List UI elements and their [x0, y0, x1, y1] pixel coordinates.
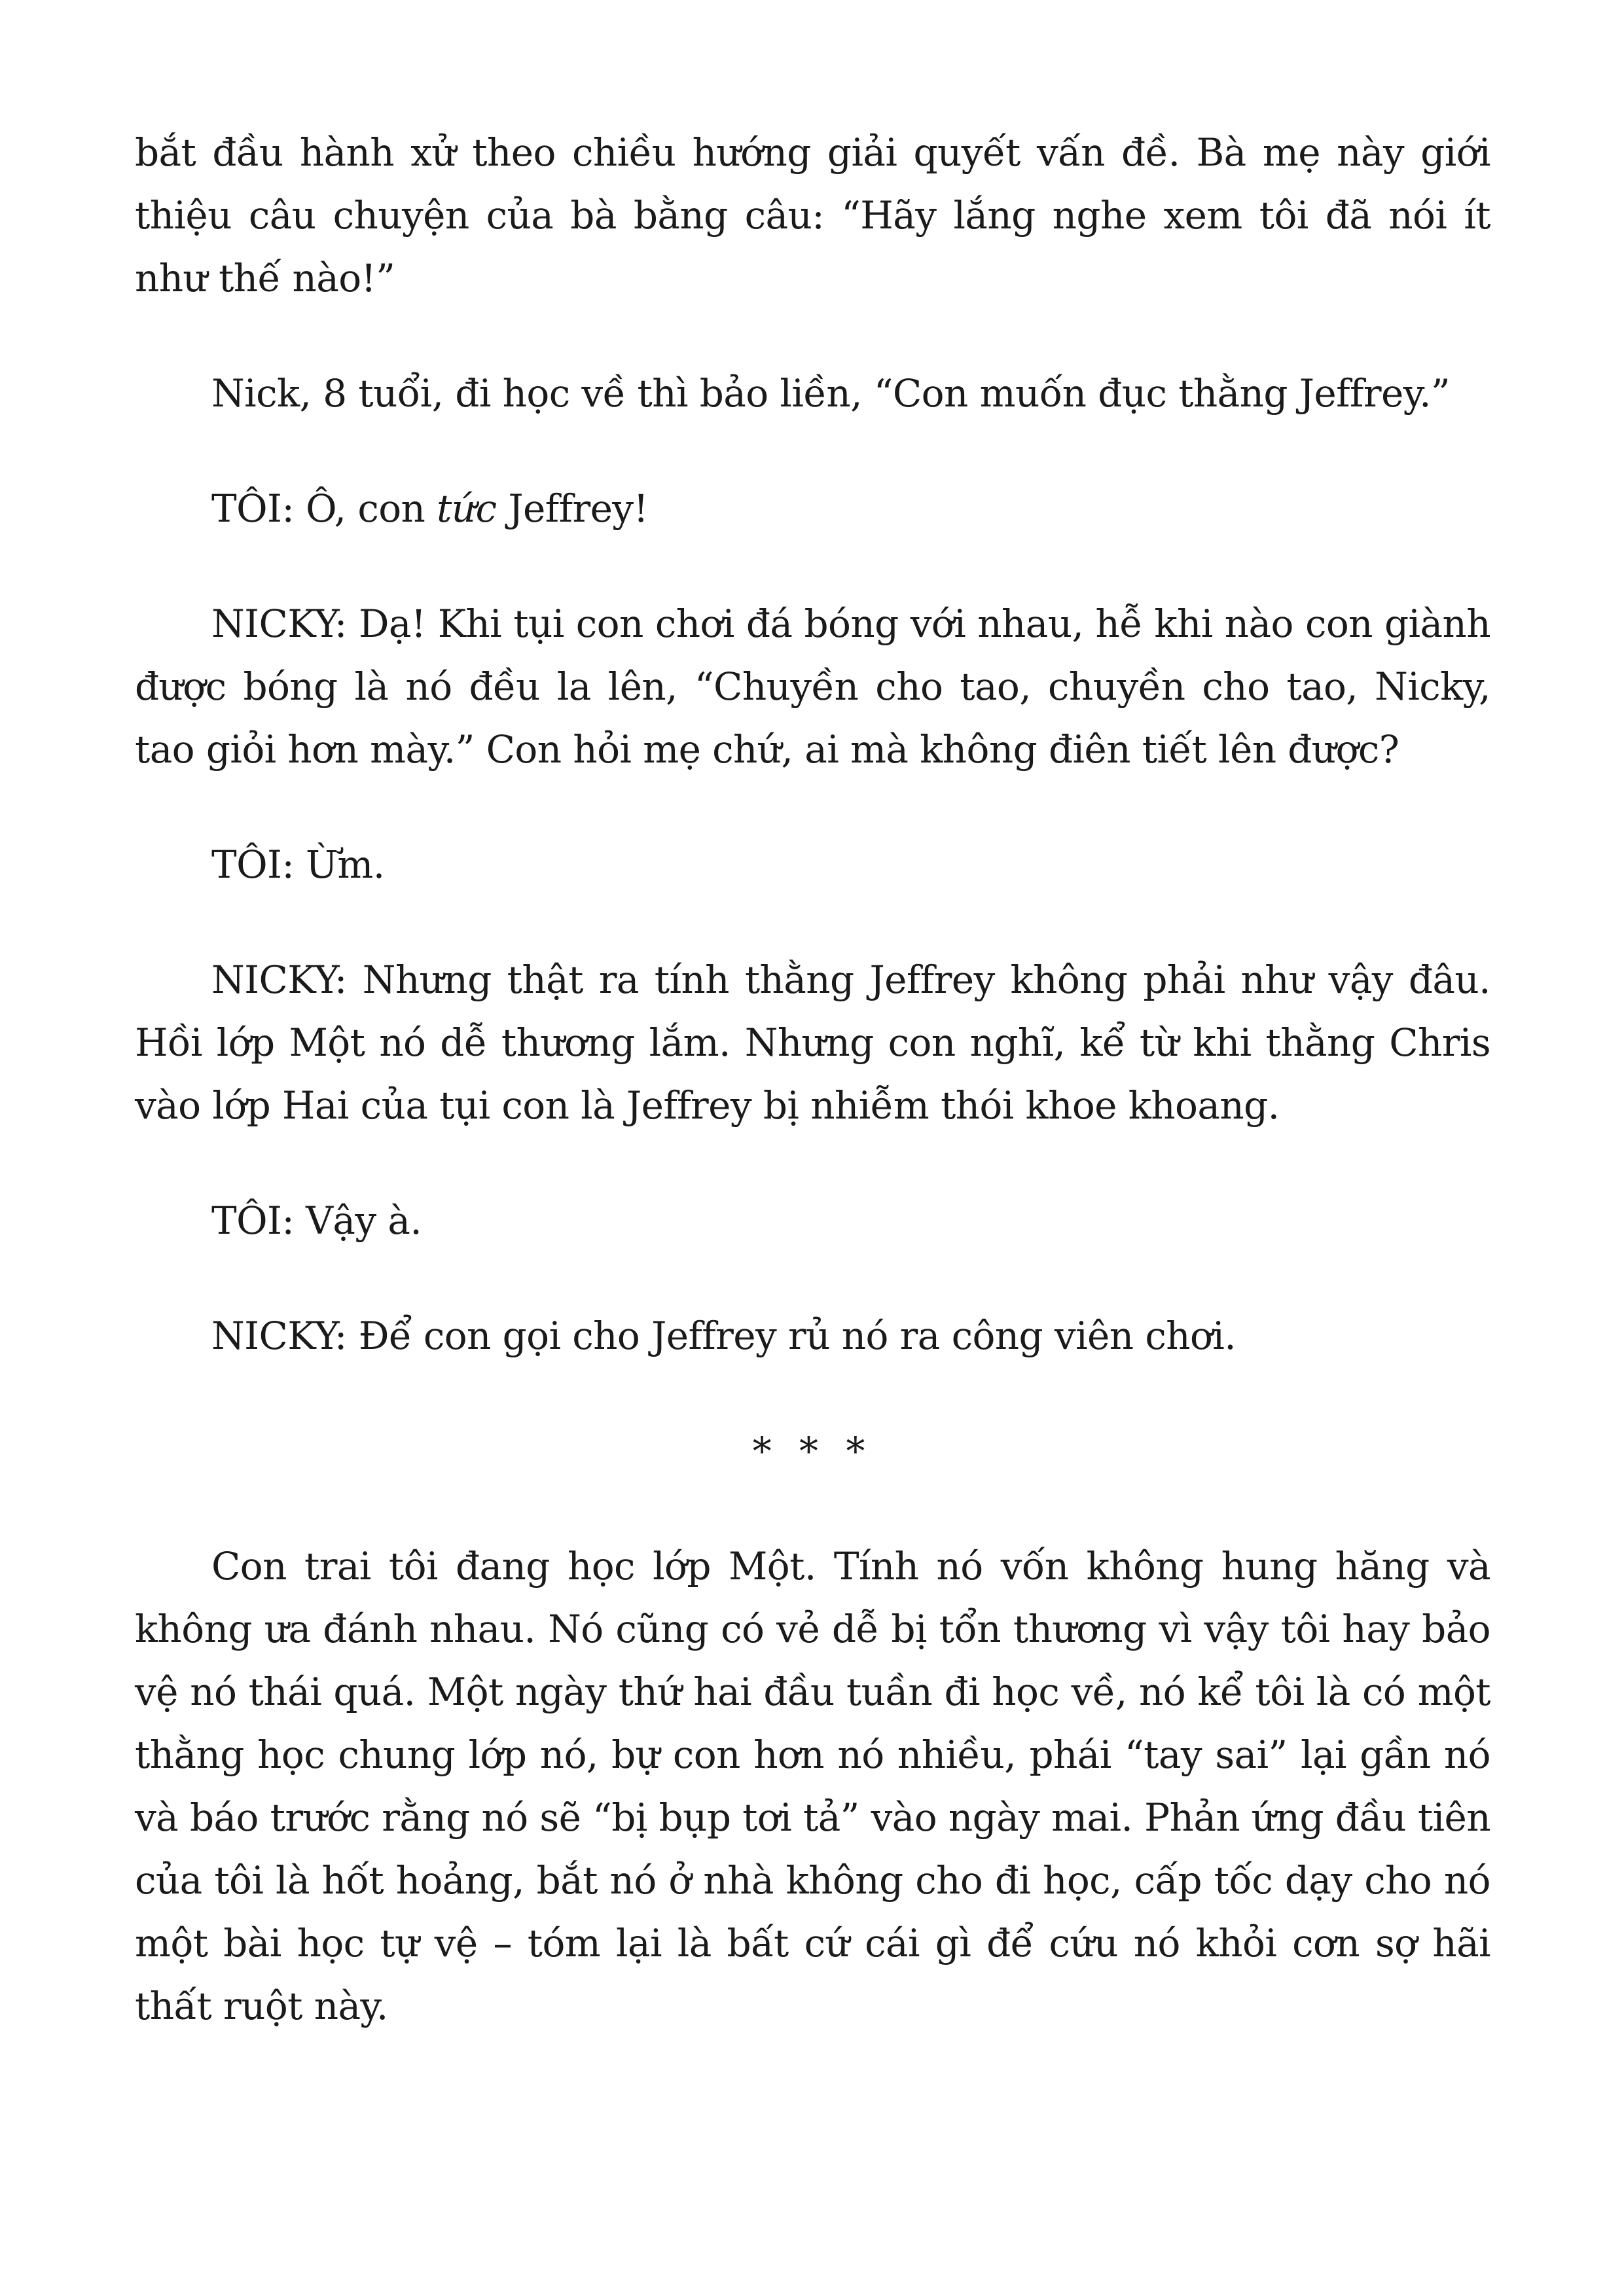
dialogue-toi-1-italic: tức [437, 486, 497, 531]
dialogue-nicky-1: NICKY: Dạ! Khi tụi con chơi đá bóng với nhau, hễ khi nào con giành được bóng là nó đều la lên, “Chuyền cho tao, chuyền cho tao, Nicky, tao giỏi hơn mày.” Con hỏi mẹ chứ, ai mà không điên tiết lên được? [135, 601, 1490, 772]
dialogue-toi-3: TÔI: Vậy à. [211, 1198, 422, 1243]
dialogue-nicky-2: NICKY: Nhưng thật ra tính thằng Jeffrey không phải như vậy đâu. Hồi lớp Một nó dễ thương lắm. Nhưng con nghĩ, kể từ khi thằng Chris vào lớp Hai của tụi con là Jeffrey bị nhiễm thói khoe khoang. [135, 958, 1490, 1128]
section-separator: * * * [752, 1429, 873, 1473]
paragraph-son-story: Con trai tôi đang học lớp Một. Tính nó vốn không hung hăng và không ưa đánh nhau. Nó cũng có vẻ dễ bị tổn thương vì vậy tôi hay bảo vệ nó thái quá. Một ngày thứ hai đầu tuần đi học về, nó kể tôi là có một thằng học chung lớp nó, bự con hơn nó nhiều, phái “tay sai” lại gần nó và báo trước rằng nó sẽ “bị bụp tơi tả” vào ngày mai. Phản ứng đầu tiên của tôi là hốt hoảng, bắt nó ở nhà không cho đi học, cấp tốc dạy cho nó một bài học tự vệ – tóm lại là bất cứ cái gì để cứu nó khỏi cơn sợ hãi thất ruột này. [135, 1544, 1490, 2028]
dialogue-nicky-3: NICKY: Để con gọi cho Jeffrey rủ nó ra công viên chơi. [211, 1314, 1236, 1358]
paragraph-intro: bắt đầu hành xử theo chiều hướng giải quyết vấn đề. Bà mẹ này giới thiệu câu chuyện của bà bằng câu: “Hãy lắng nghe xem tôi đã nói ít như thế nào!” [135, 130, 1490, 300]
dialogue-toi-2: TÔI: Ừm. [211, 842, 385, 887]
dialogue-toi-1-before: TÔI: Ô, con [211, 486, 437, 531]
paragraph-nick-wants: Nick, 8 tuổi, đi học về thì bảo liền, “Con muốn đục thằng Jeffrey.” [211, 371, 1451, 416]
dialogue-toi-1-after: Jeffrey! [496, 486, 649, 531]
page-body [135, 121, 1490, 2090]
dialogue-toi-1 [135, 477, 1490, 540]
